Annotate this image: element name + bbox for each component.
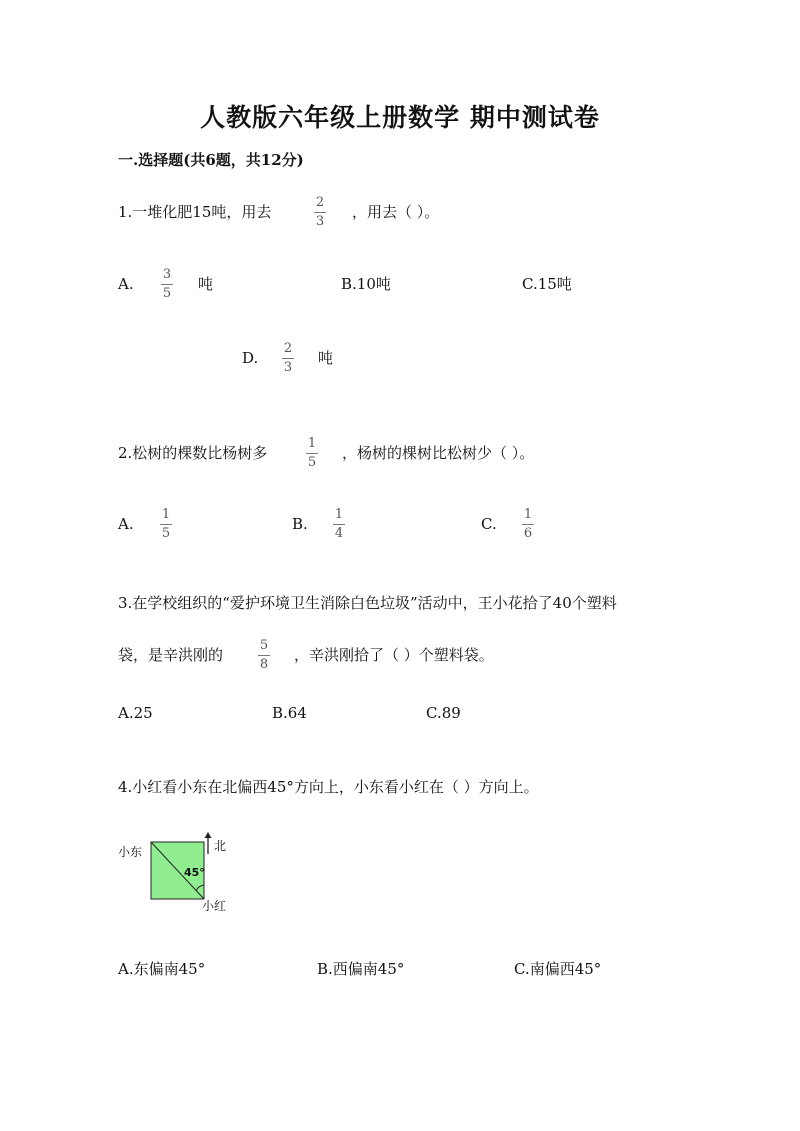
fraction-denominator: 3 [315,214,325,229]
option-2c-label: C. [481,515,497,533]
section-heading: 一.选择题(共6题，共12分) [118,151,304,169]
fraction-denominator: 3 [283,360,293,375]
fraction-bar [522,524,534,525]
question-3-line-1: 3.在学校组织的“爱护环境卫生消除白色垃圾”活动中，王小花拾了40个塑料 [118,594,617,612]
fraction-denominator: 6 [523,526,533,541]
fraction-bar [161,284,173,285]
page-title: 人教版六年级上册数学 期中测试卷 [200,103,600,132]
option-2b-fraction [331,508,347,541]
option-4b: B.西偏南45° [317,960,405,978]
option-4c: C.南偏西45° [514,960,602,978]
option-3b: B.64 [272,704,307,722]
question-3-fraction [256,639,272,672]
fraction-denominator: 5 [162,286,172,301]
option-1d-label: D. [242,349,259,367]
fraction-numerator: 2 [315,195,325,210]
option-1a-fraction [159,268,175,301]
direction-diagram [118,830,248,915]
fraction-bar [258,655,270,656]
fraction-bar [333,524,345,525]
question-4-text: 4.小红看小东在北偏西45°方向上，小东看小红在（ ）方向上。 [118,778,539,796]
option-4a: A.东偏南45° [118,960,206,978]
question-3-prefix: 袋，是辛洪刚的 [118,646,224,664]
option-2a-label: A. [118,515,134,533]
fraction-denominator: 5 [307,455,317,470]
option-1a-unit: 吨 [198,275,214,293]
fraction-numerator: 2 [283,341,293,356]
fraction-denominator: 4 [334,526,344,541]
label-xiaohong: 小红 [202,899,227,913]
option-2c-fraction [520,508,536,541]
option-3c: C.89 [426,704,461,722]
question-2-prefix: 2.松树的棵数比杨树多 [118,444,268,462]
option-2b-label: B. [292,515,308,533]
question-3-suffix: ，辛洪刚拾了（ ）个塑料袋。 [294,646,494,664]
fraction-bar [160,524,172,525]
option-1d-unit: 吨 [318,349,334,367]
option-1b: B.10吨 [341,275,391,293]
fraction-numerator: 3 [162,267,172,282]
question-1-fraction [312,196,328,229]
question-2-fraction [304,437,320,470]
question-2-suffix: ，杨树的棵树比松树少（ ）。 [342,444,535,462]
fraction-numerator: 1 [334,507,344,522]
label-xiaodong: 小东 [118,845,143,859]
fraction-bar [306,453,318,454]
option-3a: A.25 [118,704,153,722]
fraction-bar [282,358,294,359]
option-1d-fraction [280,342,296,375]
north-arrowhead-icon [205,832,212,838]
fraction-numerator: 1 [523,507,533,522]
label-north: 北 [214,839,227,853]
option-2a-fraction [158,508,174,541]
question-1-prefix: 1.一堆化肥15吨，用去 [118,203,272,221]
label-angle: 45° [184,866,205,879]
fraction-denominator: 5 [161,526,171,541]
fraction-numerator: 1 [161,507,171,522]
fraction-denominator: 8 [259,657,269,672]
fraction-bar [314,212,326,213]
option-1c: C.15吨 [522,275,572,293]
fraction-numerator: 5 [259,638,269,653]
fraction-numerator: 1 [307,436,317,451]
question-1-suffix: ，用去（ ）。 [352,203,440,221]
option-1a-label: A. [118,275,134,293]
